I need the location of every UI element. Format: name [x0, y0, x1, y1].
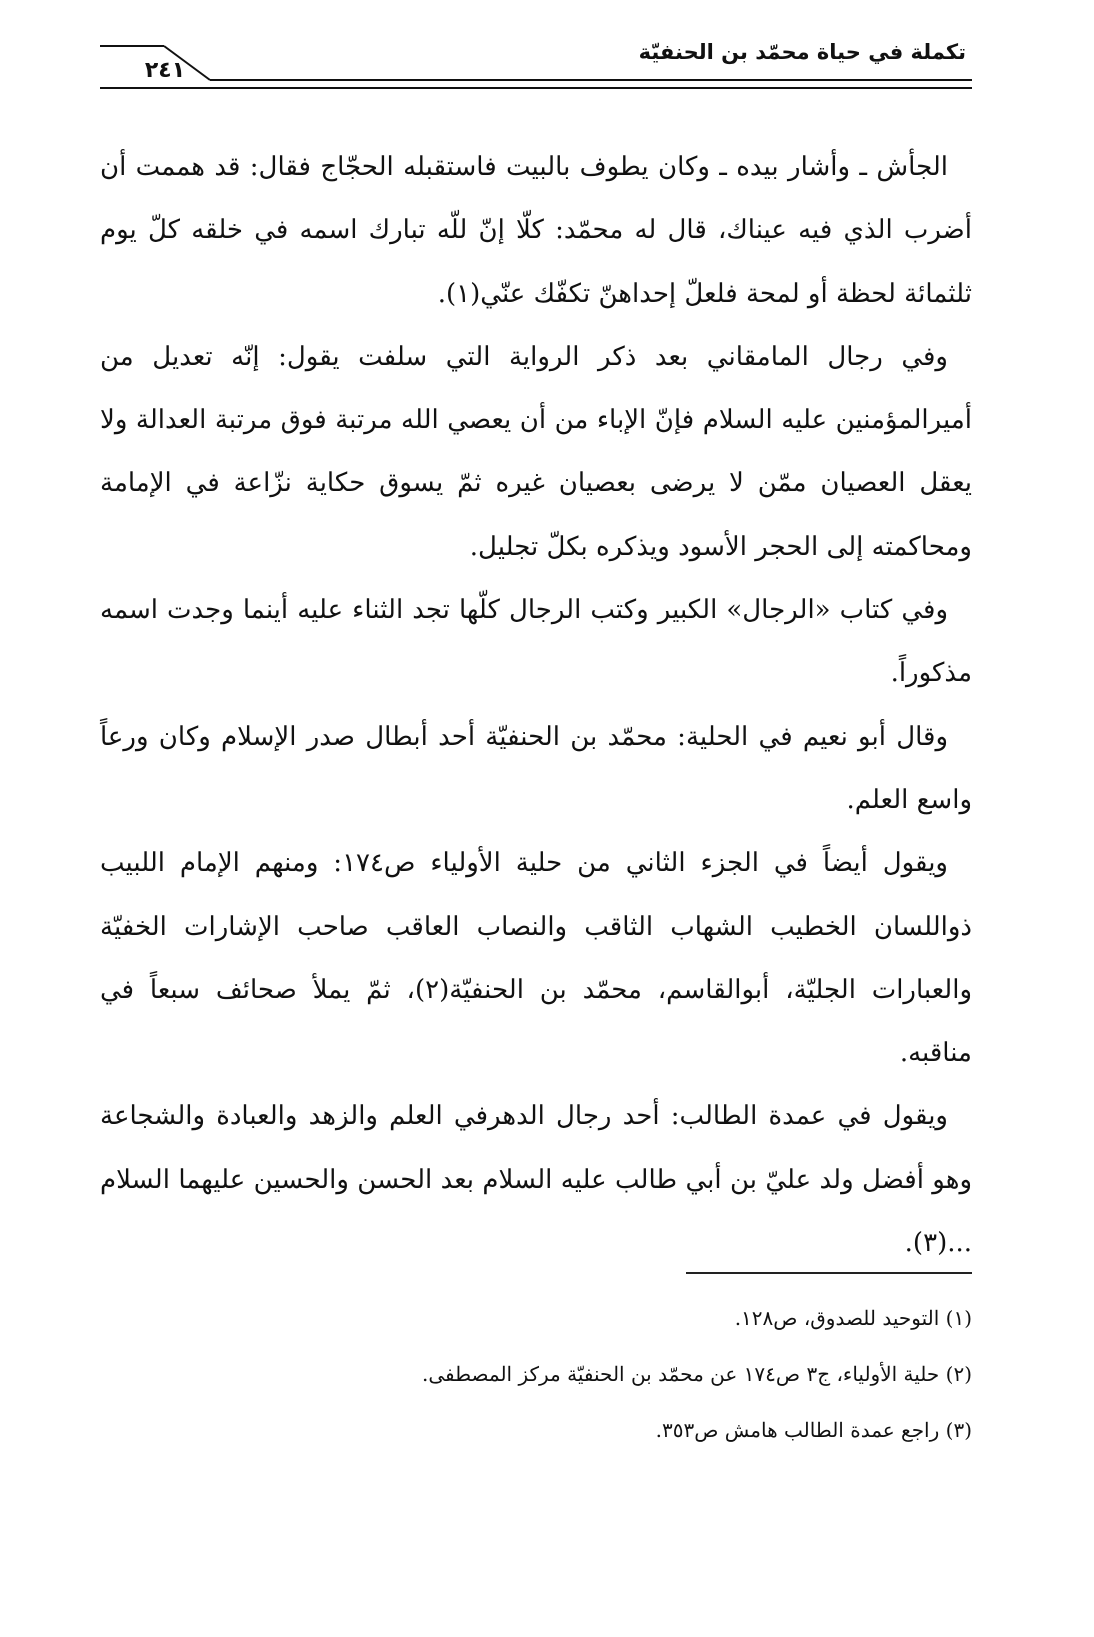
paragraph: وقال أبو نعيم في الحلية: محمّد بن الحنفيّة أحد أبطال صدر الإسلام وكان ورعاً واسع العلم. [100, 721, 972, 815]
paragraph: الجأش ـ وأشار بيده ـ وكان يطوف بالبيت فاستقبله الحجّاج فقال: قد هممت أن أضرب الذي فيه عيناك، قال له محمّد: كلّا إنّ للّه تبارك اسمه في خلقه كلّ يوم ثلثمائة لحظة أو لمحة فلعلّ إحداهنّ تكفّك عنّي(١). [100, 152, 972, 309]
page-header [92, 38, 972, 98]
main-text [100, 136, 972, 1275]
footnote: (٣) راجع عمدة الطالب هامش ص٣٥٣. [655, 1418, 972, 1442]
paragraph: ويقول أيضاً في الجزء الثاني من حلية الأولياء ص١٧٤: ومنهم الإمام اللبيب ذواللسان الخطيب الشهاب الثاقب والنصاب العاقب صاحب الإشارات الخفيّة والعبارات الجليّة، أبوالقاسم، محمّد بن الحنفيّة(٢)، ثمّ يملأ صحائف سبعاً في مناقبه. [100, 848, 973, 1069]
running-title: تكملة في حياة محمّد بن الحنفيّة [638, 40, 966, 64]
footnotes [100, 1290, 972, 1458]
paragraph: وفي رجال المامقاني بعد ذكر الرواية التي سلفت يقول: إنّه تعديل من أميرالمؤمنين عليه السلام فإنّ الإباء من أن يعصي الله مرتبة فوق مرتبة العدالة ولا يعقل العصيان ممّن لا يرضى بعصيان غيره ثمّ يسوق حكاية نزّاعة في الإمامة ومحاكمته إلى الحجر الأسود ويذكره بكلّ تجليل. [100, 341, 972, 562]
paragraph: ويقول في عمدة الطالب: أحد رجال الدهرفي العلم والزهد والعبادة والشجاعة وهو أفضل ولد عليّ بن أبي طالب عليه السلام بعد الحسن والحسين عليهما السلام ...(٣). [100, 1101, 972, 1259]
footnote-separator [686, 1272, 972, 1274]
paragraph: وفي كتاب «الرجال» الكبير وكتب الرجال كلّها تجد الثناء عليه أينما وجدت اسمه مذكوراً. [100, 595, 972, 689]
footnote: (٢) حلية الأولياء، ج٣ ص١٧٤ عن محمّد بن الحنفيّة مركز المصطفى. [422, 1362, 972, 1386]
page-number: ٢٤١ [144, 58, 186, 83]
footnote: (١) التوحيد للصدوق، ص١٢٨. [734, 1306, 972, 1330]
